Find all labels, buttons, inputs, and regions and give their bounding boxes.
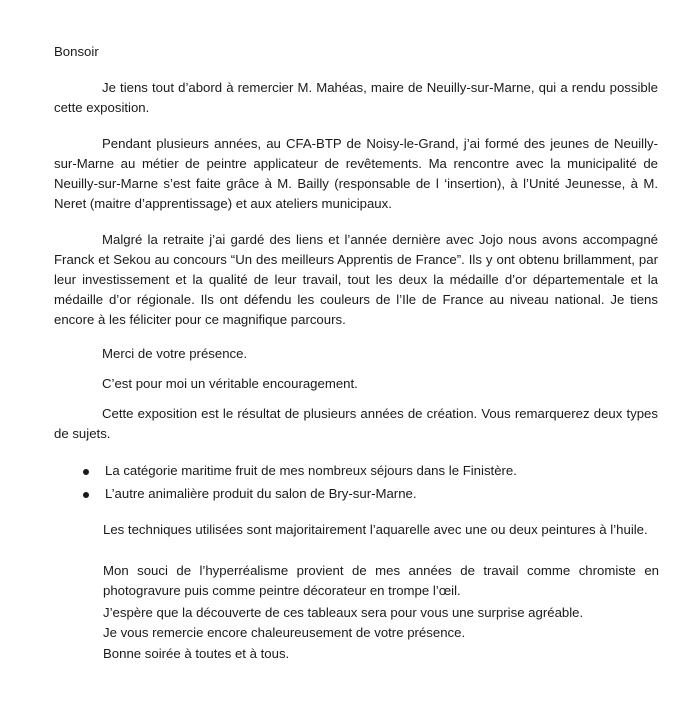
list-item [72,461,517,484]
paragraph-exhibition-text: Cette exposition est le résultat de plusieurs années de création. Vous remarquerez deux types de sujets. [54,406,658,441]
subject-list [72,461,517,507]
bullet-icon [83,492,89,498]
paragraph-training-text: Pendant plusieurs années, au CFA-BTP de Noisy-le-Grand, j’ai formé des jeunes de Neuilly-sur-Marne au métier de peintre applicateur de revêtements. Ma rencontre avec la municipalité de Neuilly-sur-Marne s’est faite grâce à M. Bailly (responsable de l ‘insertion), à l’Unité Jeunesse, à M. Neret (maitre d’apprentissage) et aux ateliers municipaux. [54,136,658,211]
paragraph-training [54,134,658,214]
closing-hyperrealism: Mon souci de l’hyperréalisme provient de mes années de travail comme chromiste en photogravure puis comme peintre décorateur en trompe l’œil. [103,563,659,598]
closing-hope: J’espère que la découverte de ces tableaux sera pour vous une surprise agréable. [103,605,584,620]
paragraph-competition-text: Malgré la retraite j’ai gardé des liens et l’année dernière avec Jojo nous avons accompagné Franck et Sekou au concours “Un des meilleurs Apprentis de France”. Ils y ont obtenu brillamment, par leur investissement et la qualité de leur travail, tout les deux la médaille d’or départementale et la médaille d’or régionale. Ils ont défendu les couleurs de l’Ile de France au niveau national. Je tiens encore à les féliciter pour ce magnifique parcours. [54,232,658,327]
paragraph-competition [54,230,658,330]
greeting: Bonsoir [54,44,99,59]
closing-thanks: Je vous remercie encore chaleureusement de votre présence. [103,625,466,640]
list-item-text: L’autre animalière produit du salon de Bry-sur-Marne. [105,486,417,501]
paragraph-merci: Merci de votre présence. [102,346,248,361]
closing-techniques: Les techniques utilisées sont majoritairement l’aquarelle avec une ou deux peintures à l’huile. [103,522,648,537]
list-item-text: La catégorie maritime fruit de mes nombreux séjours dans le Finistère. [105,463,517,478]
paragraph-thanks [54,78,658,118]
closing-goodnight: Bonne soirée à toutes et à tous. [103,646,290,661]
paragraph-exhibition [54,404,658,444]
list-item [72,484,517,507]
bullet-icon [83,469,89,475]
paragraph-encouragement: C’est pour moi un véritable encouragement. [102,376,358,391]
paragraph-thanks-text: Je tiens tout d’abord à remercier M. Mahéas, maire de Neuilly-sur-Marne, qui a rendu possible cette exposition. [54,80,658,115]
